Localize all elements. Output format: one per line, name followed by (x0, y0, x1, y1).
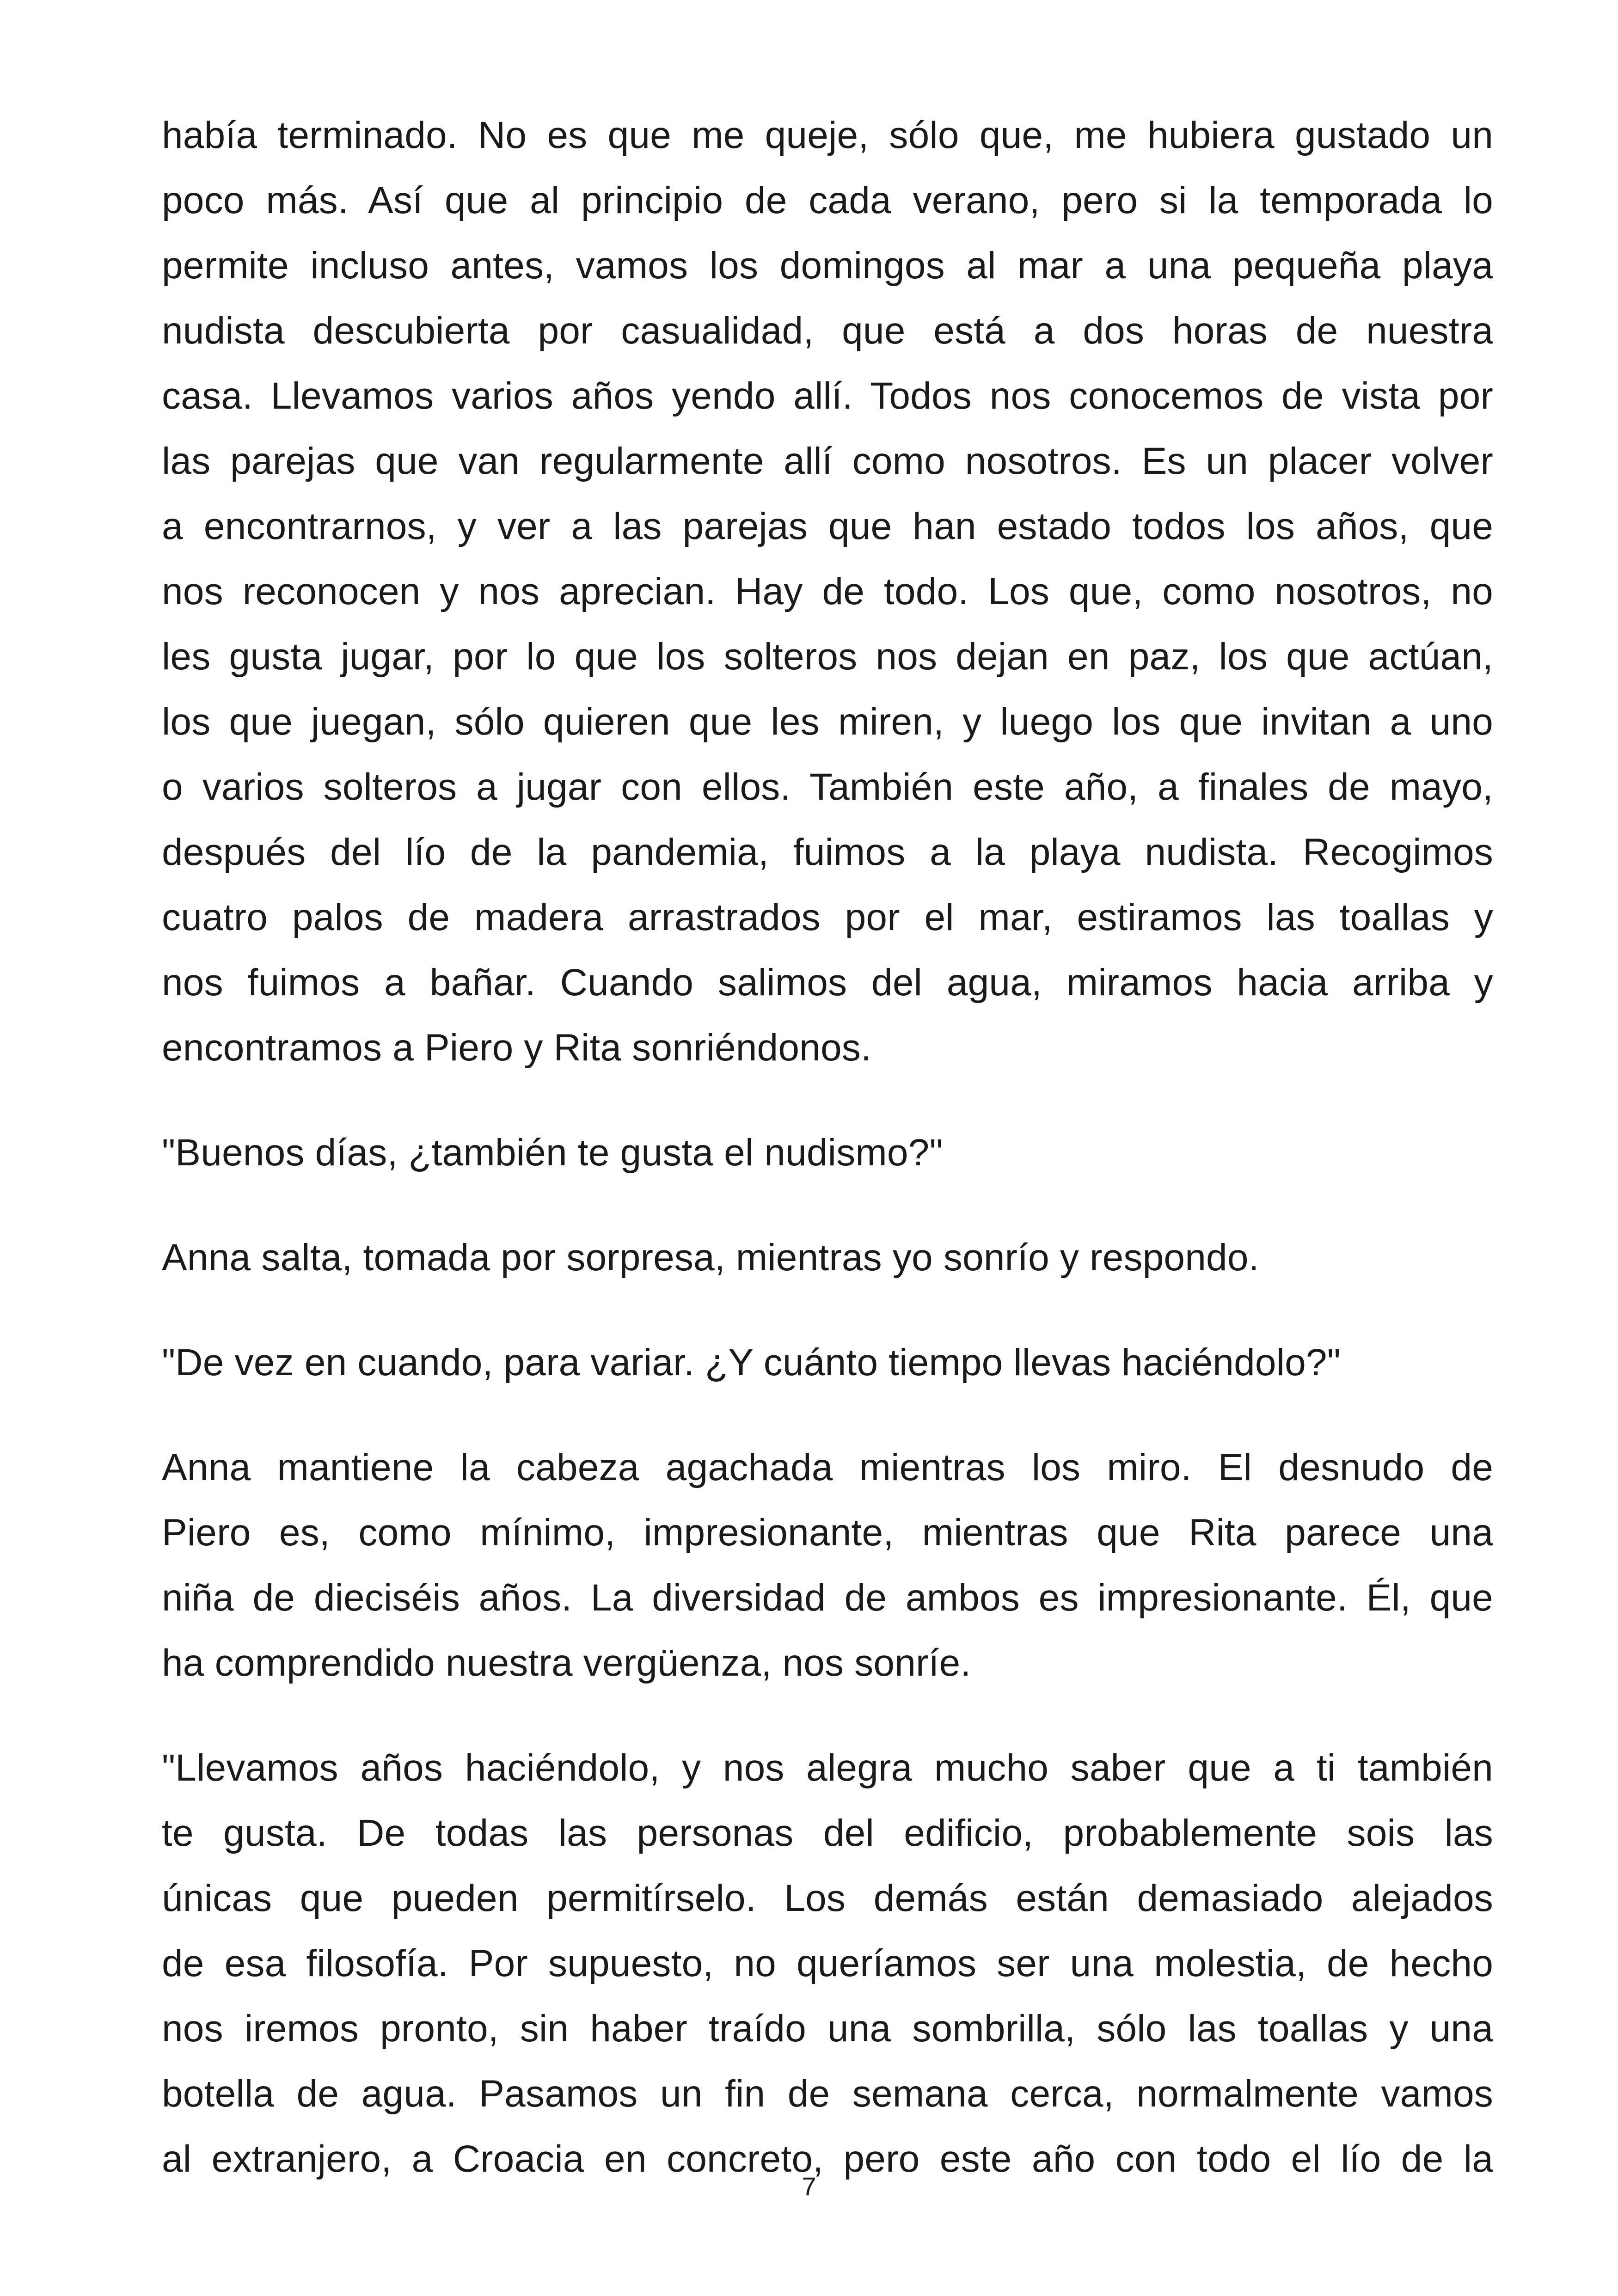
text-line: permite incluso antes, vamos los domingos al mar a una pequeña playa (162, 245, 1493, 287)
text-line: únicas que pueden permitírselo. Los demás están demasiado alejados (162, 1877, 1493, 1919)
text-line: poco más. Así que al principio de cada verano, pero si la temporada lo (162, 179, 1493, 221)
text-line: Anna mantiene la cabeza agachada mientras los miro. El desnudo de (162, 1446, 1493, 1488)
text-line: nos reconocen y nos aprecian. Hay de todo. Los que, como nosotros, no (162, 570, 1493, 612)
text-line: nos fuimos a bañar. Cuando salimos del agua, miramos hacia arriba y (162, 961, 1493, 1004)
text-line: a encontrarnos, y ver a las parejas que han estado todos los años, que (162, 505, 1493, 547)
text-line: botella de agua. Pasamos un fin de semana cerca, normalmente vamos (162, 2073, 1493, 2115)
page-number: 7 (802, 2172, 816, 2201)
paragraph (162, 1225, 1493, 1290)
paragraph (162, 1120, 1493, 1185)
text-line: o varios solteros a jugar con ellos. También este año, a finales de mayo, (162, 766, 1493, 808)
text-line: casa. Llevamos varios años yendo allí. Todos nos conocemos de vista por (162, 375, 1493, 417)
text-line: de esa filosofía. Por supuesto, no queríamos ser una molestia, de hecho (162, 1942, 1493, 1984)
document-page (162, 103, 1493, 2231)
text-line: Piero es, como mínimo, impresionante, mientras que Rita parece una (162, 1512, 1493, 1554)
text-line: encontramos a Piero y Rita sonriéndonos. (162, 1027, 871, 1069)
paragraph (162, 103, 1493, 1080)
text-line: "De vez en cuando, para variar. ¿Y cuánto tiempo llevas haciéndolo?" (162, 1341, 1341, 1384)
text-line: había terminado. No es que me queje, sólo que, me hubiera gustado un (162, 114, 1493, 156)
text-line: les gusta jugar, por lo que los solteros nos dejan en paz, los que actúan, (162, 636, 1493, 678)
paragraph (162, 1435, 1493, 1696)
text-line: cuatro palos de madera arrastrados por el mar, estiramos las toallas y (162, 896, 1493, 938)
text-line: ha comprendido nuestra vergüenza, nos sonríe. (162, 1642, 971, 1684)
text-line: Anna salta, tomada por sorpresa, mientras yo sonrío y respondo. (162, 1237, 1259, 1279)
text-line: te gusta. De todas las personas del edificio, probablemente sois las (162, 1812, 1493, 1854)
text-line: "Buenos días, ¿también te gusta el nudismo?" (162, 1132, 943, 1174)
text-line: después del lío de la pandemia, fuimos a la playa nudista. Recogimos (162, 831, 1493, 873)
paragraph (162, 1735, 1493, 2192)
text-line: las parejas que van regularmente allí como nosotros. Es un placer volver (162, 440, 1493, 482)
text-line: nos iremos pronto, sin haber traído una sombrilla, sólo las toallas y una (162, 2008, 1493, 2050)
text-line: los que juegan, sólo quieren que les miren, y luego los que invitan a uno (162, 701, 1493, 743)
text-line: niña de dieciséis años. La diversidad de ambos es impresionante. Él, que (162, 1577, 1493, 1619)
text-line: "Llevamos años haciéndolo, y nos alegra mucho saber que a ti también (162, 1747, 1493, 1789)
paragraph (162, 1330, 1493, 1395)
text-line: nudista descubierta por casualidad, que está a dos horas de nuestra (162, 310, 1493, 352)
text-line: al extranjero, a Croacia en concreto, pero este año con todo el lío de la (162, 2138, 1493, 2180)
